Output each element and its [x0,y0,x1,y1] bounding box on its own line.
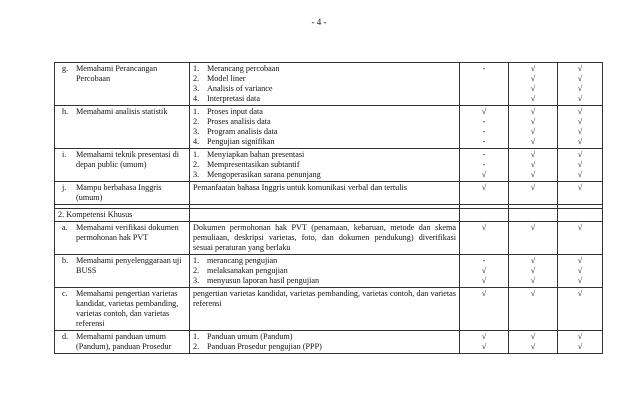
activity-cell [190,255,460,288]
activity-text: menyusun laporan hasil pengujian [207,276,320,285]
table-row [55,149,603,182]
check-mark: √ [530,342,536,351]
table-row [55,331,603,354]
activity-text: Pengujian signifikan [207,137,275,146]
check-mark: √ [530,107,536,116]
activity-cell [190,331,460,354]
activity-number: 2. [193,342,200,351]
competency-text: Memahami Perancangan Percobaan [76,64,158,83]
mark: - [482,256,486,265]
activity-number: 2. [193,160,200,169]
activity-number: 1. [193,107,200,116]
check-mark: √ [577,137,583,146]
competency-cell [55,331,190,354]
activity-cell: Dokumen permohonan hak PVT (penamaan, kebaruan, metode dan skema pemuliaan, deskripsi varietas, foto, dan dokumen pendukung) diverifikasi sesuai peraturan yang berlaku [190,222,460,255]
mark-cell-col5 [558,222,603,255]
page-number: - 4 - [311,17,327,27]
check-mark: √ [530,137,536,146]
mark-cell-col3 [460,255,509,288]
activity-cell [190,149,460,182]
row-label: j. [62,183,67,192]
activity-text: Mengoperasikan sarana penunjang [207,170,321,179]
check-mark: √ [530,117,536,126]
competency-table [54,62,603,354]
activity-cell [190,106,460,149]
row-label: d. [62,332,69,341]
check-mark: √ [530,160,536,169]
mark-cell-col4 [509,63,558,106]
activity-number: 3. [193,276,200,285]
general-competency-rows [55,63,603,222]
activity-text: Program analisis data [207,127,278,136]
check-mark: √ [577,183,583,192]
activity-number: 3. [193,84,200,93]
activity-text: Analisis of variance [207,84,273,93]
activity-number: 4. [193,137,200,146]
activity-text: Model liner [207,74,246,83]
mark-cell-col4 [509,106,558,149]
activity-cell [190,63,460,106]
mark-cell-col5 [558,149,603,182]
check-mark: √ [577,150,583,159]
check-mark: √ [530,183,536,192]
activity-text: merancang pengujian [207,256,278,265]
row-label: i. [62,150,67,159]
check-mark: √ [530,332,536,341]
table-row [55,255,603,288]
mark-cell-col4 [509,331,558,354]
check-mark: √ [577,107,583,116]
check-mark: √ [577,84,583,93]
activity-number: 3. [193,170,200,179]
competency-cell [55,149,190,182]
check-mark: √ [530,223,536,232]
competency-cell [55,222,190,255]
check-mark: √ [530,94,536,103]
competency-cell [55,255,190,288]
mark-cell-col4 [509,182,558,205]
mark-cell-col3 [460,106,509,149]
activity-number: 1. [193,256,200,265]
check-mark: √ [577,74,583,83]
activity-text: Merancang percobaan [207,64,280,73]
mark-cell-col4 [509,255,558,288]
competency-cell [55,63,190,106]
mark: - [482,64,486,73]
row-label: c. [62,289,68,298]
activity-text: Proses input data [207,107,263,116]
mark-cell-col5 [558,182,603,205]
mark: √ [481,266,487,275]
check-mark: √ [577,160,583,169]
check-mark: √ [530,276,536,285]
competency-text: Memahami penyelenggaraan uji BUSS [76,256,182,275]
activity-cell: pengertian varietas kandidat, varietas pembanding, varietas contoh, dan varietas referensi [190,288,460,331]
check-mark: √ [577,94,583,103]
activity-text: Mempresentasikan subtantif [207,160,300,169]
activity-text: Proses analisis data [207,117,271,126]
row-label: b. [62,256,69,265]
empty-cell [190,209,460,222]
check-mark: √ [530,74,536,83]
check-mark: √ [530,150,536,159]
mark: - [482,150,486,159]
check-mark: √ [481,223,487,232]
check-mark: √ [577,117,583,126]
activity-text: Panduan Prosedur pengujian (PPP) [207,342,322,351]
competency-text: Mampu berbahasa Inggris (umum) [76,183,162,202]
row-label: h. [62,107,69,116]
activity-number: 3. [193,127,200,136]
special-competency-rows [55,222,603,354]
check-mark: √ [577,223,583,232]
check-mark: √ [530,127,536,136]
mark-cell-col5 [558,331,603,354]
mark-cell-col3 [460,182,509,205]
row-label: a. [62,223,68,232]
activity-number: 2. [193,74,200,83]
mark-cell-col4 [509,288,558,331]
activity-number: 2. [193,117,200,126]
mark-cell-col5 [558,255,603,288]
activity-number: 1. [193,332,200,341]
mark-cell-col3 [460,149,509,182]
table-row [55,288,603,331]
check-mark: √ [481,183,487,192]
check-mark: √ [577,256,583,265]
check-mark: √ [530,170,536,179]
activity-number: 4. [193,94,200,103]
mark-cell-col5 [558,63,603,106]
mark-cell-col5 [558,106,603,149]
empty-cell [460,209,509,222]
check-mark: √ [481,342,487,351]
activity-number: 1. [193,150,200,159]
mark-cell-col5 [558,288,603,331]
competency-cell [55,182,190,205]
competency-text: Memahami analisis statistik [76,107,168,116]
mark: - [482,117,486,126]
mark: √ [481,276,487,285]
mark: - [482,137,486,146]
mark-cell-col3 [460,288,509,331]
mark-cell-col3 [460,331,509,354]
competency-text: Memahami pengertian varietas kandidat, varietas pembanding, varietas contoh, dan varietas referensi [76,289,179,328]
competency-text: Memahami panduan umum (Pandum), panduan Prosedur [76,332,172,351]
check-mark: √ [577,342,583,351]
activity-number: 1. [193,64,200,73]
mark: - [482,127,486,136]
check-mark: √ [481,289,487,298]
check-mark: √ [577,276,583,285]
mark-cell-col4 [509,149,558,182]
check-mark: √ [530,64,536,73]
activity-cell: Pemanfaatan bahasa Inggris untuk komunikasi verbal dan tertulis [190,182,460,205]
activity-text: melaksanakan pengujian [207,266,288,275]
check-mark: √ [530,289,536,298]
row-label: g. [62,64,69,73]
mark: - [482,160,486,169]
table-row [55,222,603,255]
table-row [55,182,603,205]
check-mark: √ [577,127,583,136]
check-mark: √ [530,256,536,265]
activity-text: Menyiapkan bahan presentasi [207,150,305,159]
check-mark: √ [577,170,583,179]
check-mark: √ [577,266,583,275]
table-row [55,106,603,149]
section-heading-row [55,209,603,222]
mark-cell-col3 [460,222,509,255]
activity-text: Interpretasi data [207,94,260,103]
empty-cell [509,209,558,222]
competency-cell [55,106,190,149]
activity-text: Panduan umum (Pandum) [207,332,293,341]
check-mark: √ [577,289,583,298]
competency-cell [55,288,190,331]
mark-cell-col3 [460,63,509,106]
check-mark: √ [577,332,583,341]
competency-text: Memahami teknik presentasi di depan public (umum) [76,150,179,169]
mark-cell-col4 [509,222,558,255]
check-mark: √ [530,266,536,275]
competency-text: Memahami verifikasi dokumen permohonan hak PVT [76,223,179,242]
mark: √ [481,107,487,116]
activity-number: 2. [193,266,200,275]
empty-cell [558,209,603,222]
table-row [55,63,603,106]
section-title: 2. Kompetensi Khusus [55,209,190,222]
mark: √ [481,170,487,179]
check-mark: √ [577,64,583,73]
check-mark: √ [481,332,487,341]
check-mark: √ [530,84,536,93]
